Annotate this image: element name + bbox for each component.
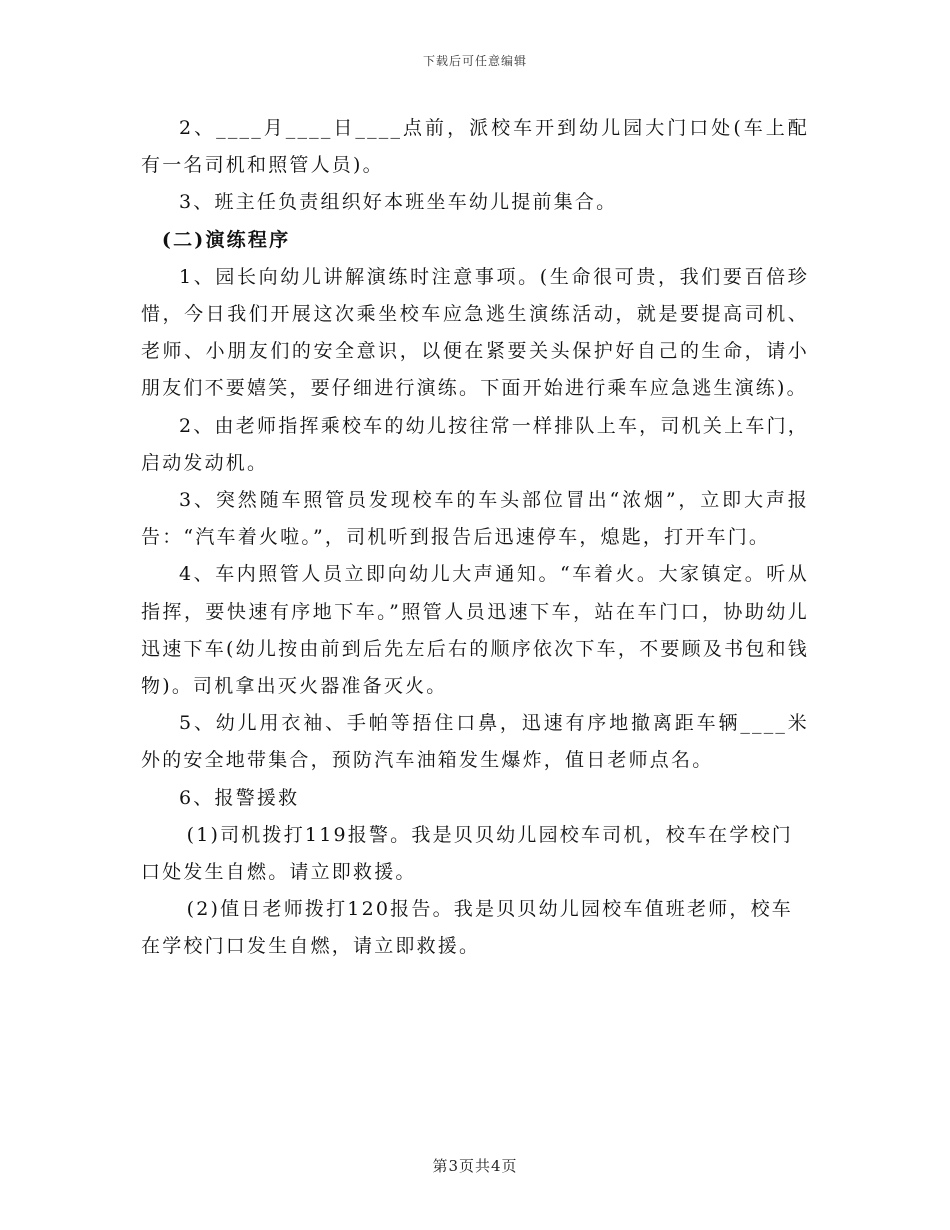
step-2: 2、由老师指挥乘校车的幼儿按往常一样排队上车，司机关上车门，启动发动机。: [141, 414, 809, 474]
step-5: 5、幼儿用衣袖、手帕等捂住口鼻，迅速有序地撤离距车辆____米外的安全地带集合，预防汽车油箱发生爆炸，值日老师点名。: [141, 712, 809, 772]
section-heading: (二)演练程序: [161, 228, 291, 251]
paragraph-dispatch-bus: 2、____月____日____点前，派校车开到幼儿园大门口处(车上配有一名司机和照管人员)。: [141, 117, 809, 177]
page-footer: 第3页共4页: [432, 1157, 518, 1175]
substep-1: (1)司机拨打119报警。我是贝贝幼儿园校车司机，校车在学校门口处发生自燃。请立即救援。: [141, 823, 793, 884]
substep-2: (2)值日老师拨打120报告。我是贝贝幼儿园校车值班老师，校车在学校门口发生自燃，请立即救援。: [141, 898, 793, 958]
document-body: [141, 110, 809, 966]
step-1: 1、园长向幼儿讲解演练时注意事项。(生命很可贵，我们要百倍珍惜，今日我们开展这次乘坐校车应急逃生演练活动，就是要提高司机、老师、小朋友们的安全意识，以便在紧要关头保护好自己的生命，请小朋友们不要嬉笑，要仔细进行演练。下面开始进行乘车应急逃生演练)。: [141, 265, 809, 400]
paragraph-class-assembly: 3、班主任负责组织好本班坐车幼儿提前集合。: [179, 191, 618, 214]
step-4: 4、车内照管人员立即向幼儿大声通知。“车着火。大家镇定。听从指挥，要快速有序地下车。”照管人员迅速下车，站在车门口，协助幼儿迅速下车(幼儿按由前到后先左后右的顺序依次下车，不要顾及书包和钱物)。司机拿出灭火器准备灭火。: [141, 563, 809, 698]
step-6: 6、报警援救: [179, 786, 300, 809]
page-header: 下载后可任意编辑: [422, 54, 527, 68]
step-3: 3、突然随车照管员发现校车的车头部位冒出“浓烟”，立即大声报告：“汽车着火啦。”，司机听到报告后迅速停车，熄匙，打开车门。: [141, 489, 809, 549]
